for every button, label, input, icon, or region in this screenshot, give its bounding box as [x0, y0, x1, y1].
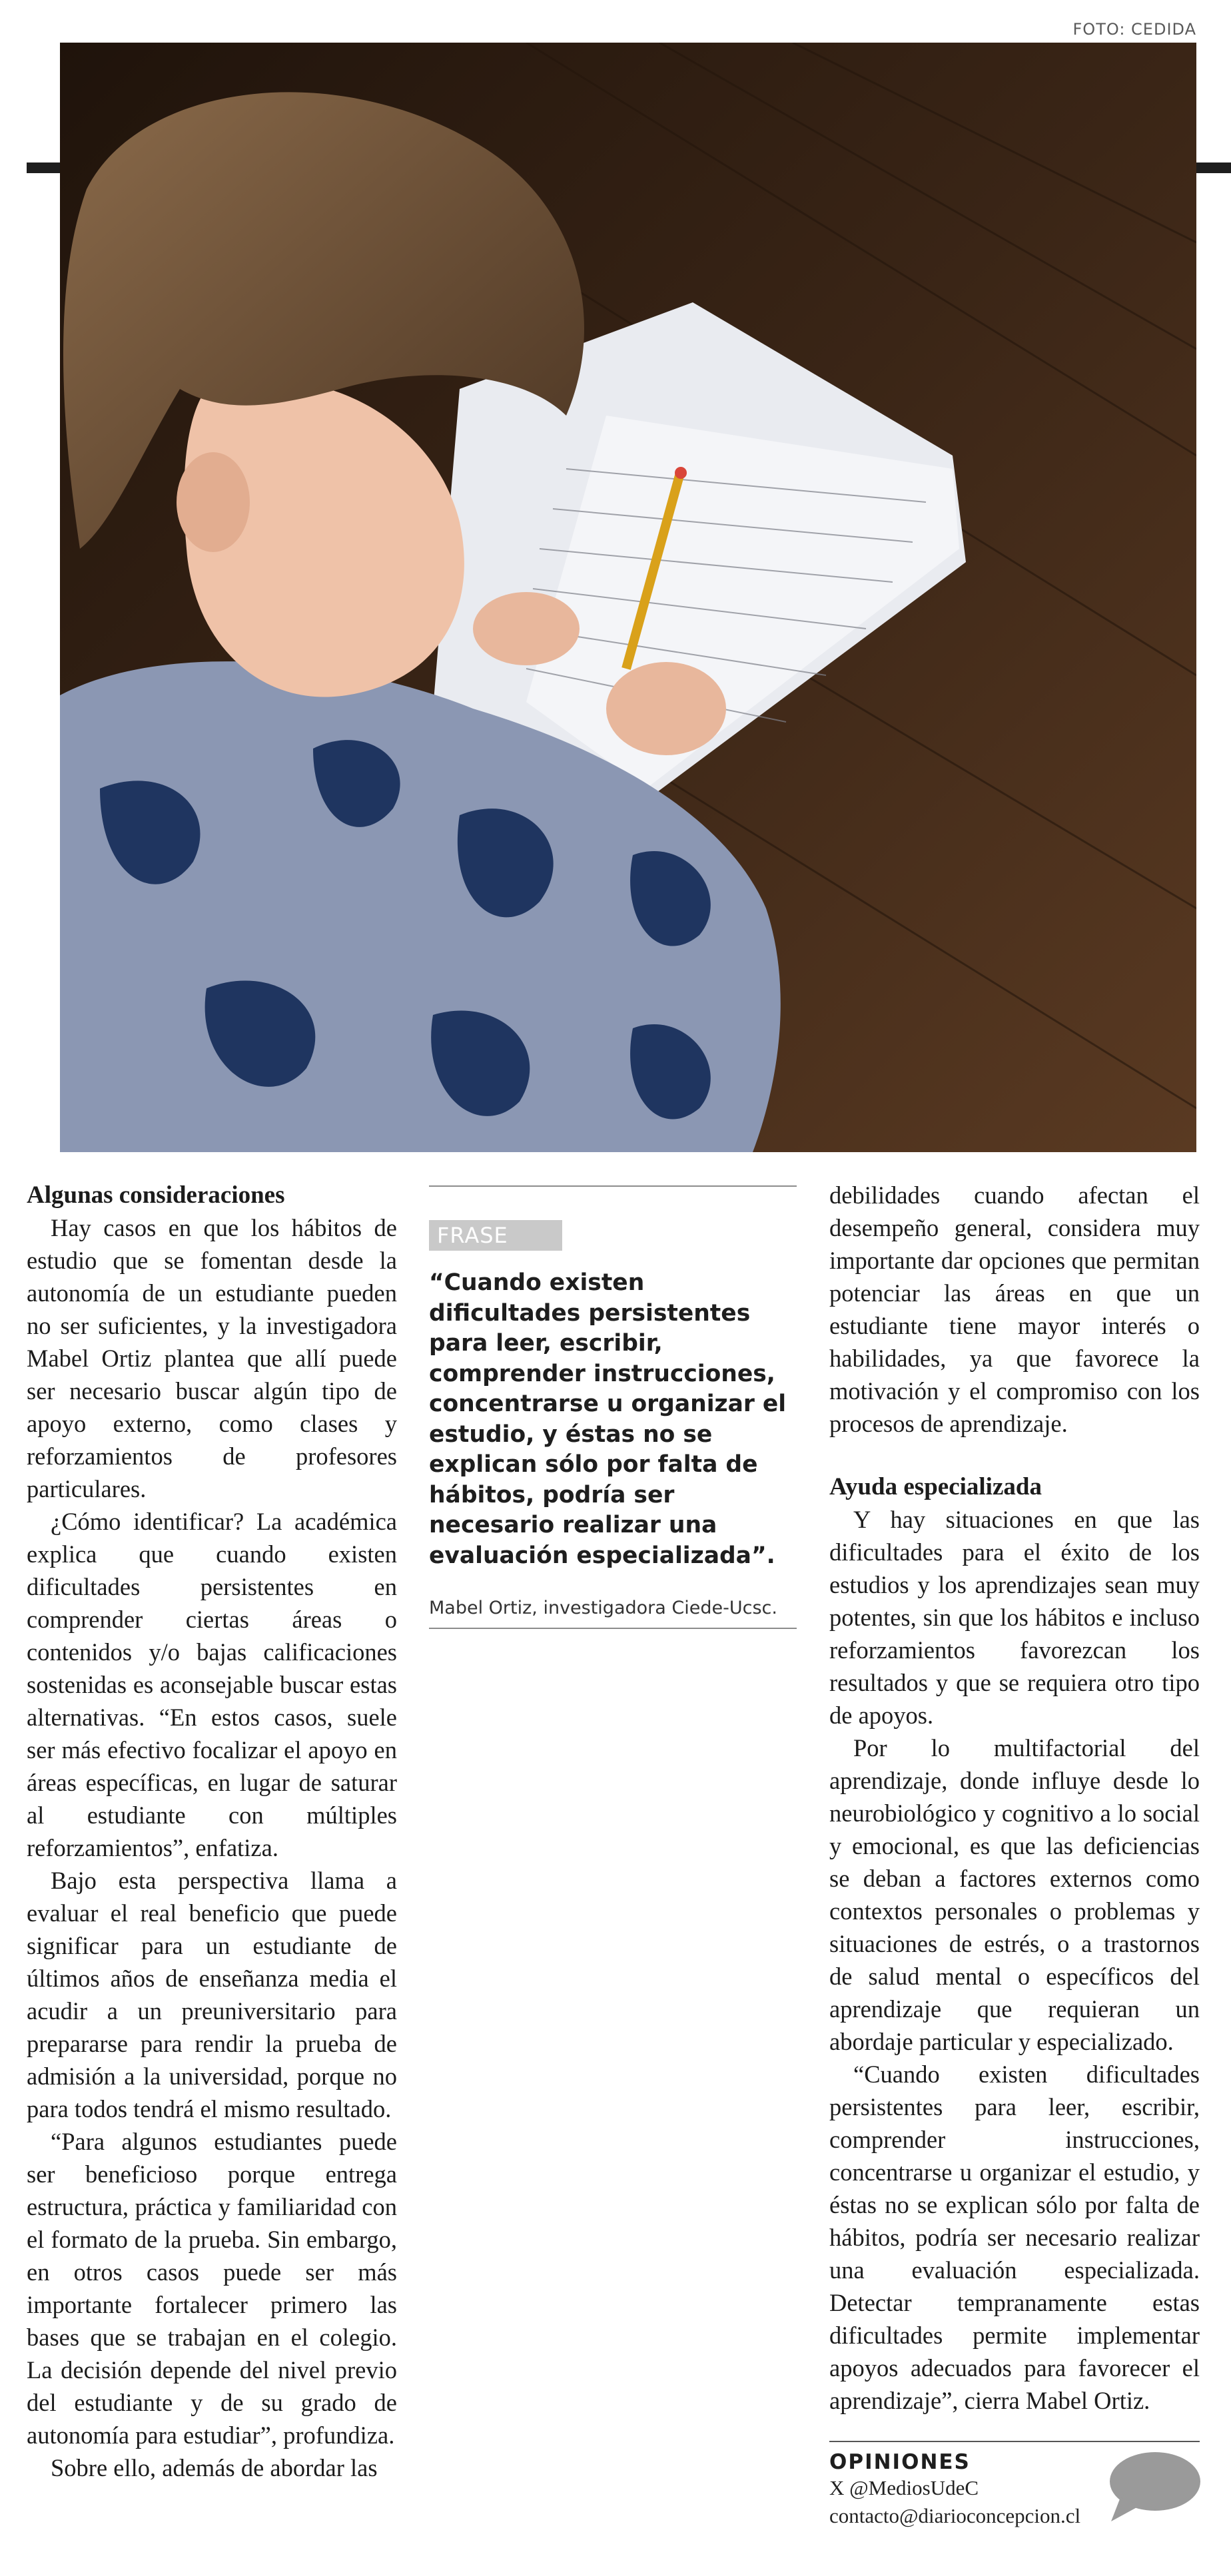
paragraph: Por lo multifactorial del aprendizaje, donde influye desde lo neurobiológico y cognitivo a lo social y emocional, es que las deficiencias se deban a factores externos como contextos personales o problemas y situaciones de estrés, o a trastornos de salud mental o específicos del aprendizaje que requieran un abordaje particular y especializado. — [829, 1734, 1200, 2055]
paragraph: ¿Cómo identificar? La académica explica que cuando existen dificultades persistentes en comprender ciertas áreas o contenidos y/o bajas calificaciones sostenidas es aconsejable buscar estas alternativas. “En estos casos, suele ser más efectivo focalizar el apoyo en áreas específicas, en lugar de saturar al estudiante con múltiples reforzamientos”, enfatiza. — [27, 1508, 397, 1861]
section-rule-left — [27, 162, 61, 173]
opiniones-rule — [829, 2441, 1200, 2442]
pull-quote — [429, 1185, 797, 1629]
paragraph: “Cuando existen dificultades persistentes para leer, escribir, comprender instrucciones, concentrarse u organizar el estudio, y éstas no se explican sólo por falta de hábitos, podría ser necesario realizar una evaluación especializada. Detectar tempranamente estas dificultades permite implementar apoyos adecuados para favorecer el aprendizaje”, cierra Mabel Ortiz. — [829, 2061, 1200, 2414]
quote-author: Mabel Ortiz, investigadora Ciede-Ucsc. — [429, 1598, 777, 1618]
opiniones-twitter[interactable]: X @MediosUdeC — [829, 2476, 979, 2499]
paragraph: Y hay situaciones en que las dificultades para el éxito de los estudios y los aprendizajes sean muy potentes, sin que los hábitos e incluso reforzamientos favorezcan los resultados y que se requiera otro tipo de apoyos. — [829, 1506, 1200, 1729]
photo-child-studying-icon — [60, 43, 1196, 1152]
main-photo — [60, 43, 1196, 1152]
paragraph: Hay casos en que los hábitos de estudio que se fomentan desde la autonomía de un estudiante pueden no ser suficientes, y la investigadora Mabel Ortiz plantea que allí puede ser necesario buscar algún tipo de apoyo externo, como clases y reforzamientos de profesores particulares. — [27, 1214, 397, 1502]
quote-top-rule — [429, 1185, 797, 1187]
photo-credit: FOTO: CEDIDA — [1072, 20, 1196, 39]
speech-bubble-icon — [1106, 2449, 1200, 2524]
article-column-3 — [829, 1179, 1200, 2417]
opiniones-email[interactable]: contacto@diarioconcepcion.cl — [829, 2504, 1081, 2527]
section-rule-right — [1196, 162, 1231, 173]
section-heading-consideraciones: Algunas consideraciones — [27, 1181, 285, 1209]
opiniones-title: OPINIONES — [829, 2450, 971, 2474]
quote-bottom-rule — [429, 1628, 797, 1629]
quote-text: “Cuando existen dificultades persistentes para leer, escribir, comprender instrucciones, concentrarse u organizar el estudio, y éstas no se explican sólo por falta de hábitos, podría ser necesario realizar una evaluación especializada”. — [429, 1269, 787, 1569]
paragraph: “Para algunos estudiantes puede ser beneficioso porque entrega estructura, práctica y familiaridad con el formato de la prueba. Sin embargo, en otros casos puede ser más importante fortalecer primero las bases que se trabajan en el colegio. La decisión depende del nivel previo del estudiante y de su grado de autonomía para estudiar”, profundiza. — [27, 2128, 397, 2449]
section-heading-ayuda: Ayuda especializada — [829, 1473, 1042, 1500]
paragraph-continuation: debilidades cuando afectan el desempeño general, considera muy importante dar opciones que permitan potenciar las áreas en que un estudiante tiene mayor interés o habilidades, ya que favorece la motivación y el compromiso con los procesos de aprendizaje. — [829, 1181, 1200, 1437]
paragraph: Sobre ello, además de abordar las — [51, 2454, 378, 2481]
quote-label: FRASE — [429, 1220, 562, 1251]
article-column-1 — [27, 1179, 397, 2484]
paragraph: Bajo esta perspectiva llama a evaluar el real beneficio que puede significar para un estudiante de últimos años de enseñanza media el acudir a un preuniversitario para prepararse para rendir la prueba de admisión a la universidad, porque no para todos tendrá el mismo resultado. — [27, 1867, 397, 2122]
